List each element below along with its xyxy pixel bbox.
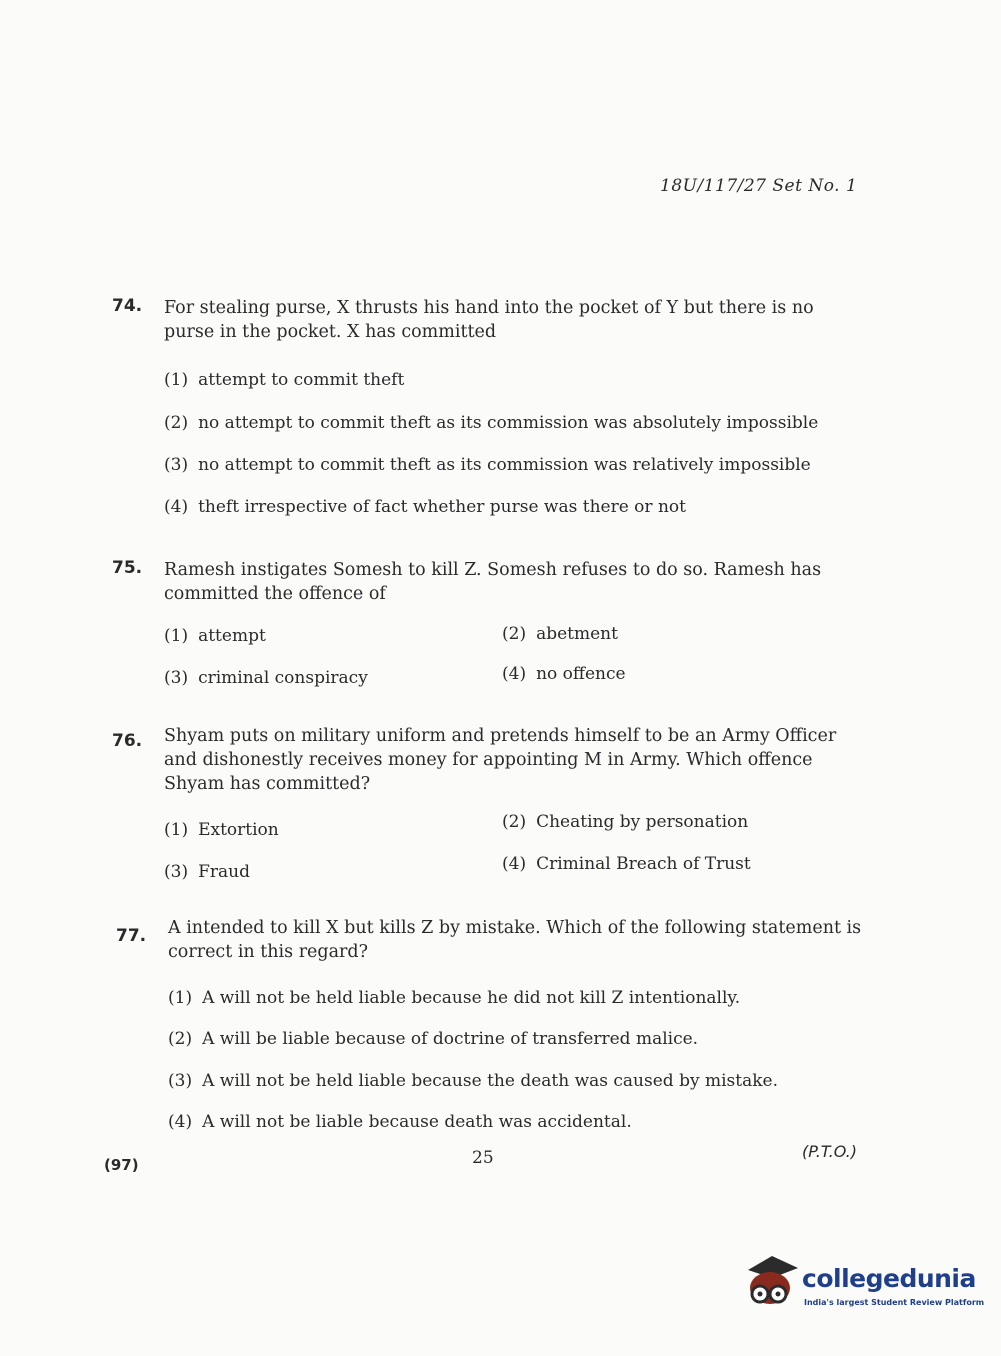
option-1: (1) attempt to commit theft bbox=[164, 370, 405, 390]
option-3: (3) criminal conspiracy bbox=[164, 668, 368, 688]
option-3: (3) no attempt to commit theft as its commission was relatively impossible bbox=[164, 455, 811, 475]
page-number: 25 bbox=[472, 1148, 494, 1168]
question-text: For stealing purse, X thrusts his hand into the pocket of Y but there is no purse in the pocket. X has committed bbox=[164, 298, 814, 342]
pto-label: (P.T.O.) bbox=[802, 1142, 858, 1161]
logo-tagline: India's largest Student Review Platform bbox=[804, 1298, 985, 1307]
option-3: (3) A will not be held liable because the death was caused by mistake. bbox=[168, 1071, 778, 1091]
question-number: 77. bbox=[116, 926, 147, 946]
logo-name: collegedunia bbox=[802, 1264, 976, 1293]
booklet-code: (97) bbox=[104, 1156, 139, 1174]
question-text: A intended to kill X but kills Z by mistake. Which of the following statement is correct in this regard? bbox=[168, 918, 862, 962]
question-number: 74. bbox=[112, 296, 143, 316]
option-2: (2) A will be liable because of doctrine of transferred malice. bbox=[168, 1029, 699, 1049]
option-4: (4) A will not be liable because death was accidental. bbox=[168, 1112, 632, 1132]
question-74 bbox=[112, 296, 862, 517]
question-text: Shyam puts on military uniform and pretends himself to be an Army Officer and dishonestly receives money for appointing M in Army. Which offence Shyam has committed? bbox=[164, 726, 837, 794]
option-1: (1) Extortion bbox=[164, 820, 279, 840]
question-76 bbox=[112, 724, 862, 882]
option-4: (4) Criminal Breach of Trust bbox=[502, 854, 751, 874]
mascot-icon bbox=[742, 1248, 802, 1318]
option-4: (4) theft irrespective of fact whether purse was there or not bbox=[164, 497, 686, 517]
question-number: 75. bbox=[112, 558, 143, 578]
set-code: 18U/117/27 Set No. 1 bbox=[660, 176, 858, 196]
option-2: (2) no attempt to commit theft as its commission was absolutely impossible bbox=[164, 413, 819, 433]
collegedunia-logo bbox=[742, 1248, 985, 1318]
question-77 bbox=[116, 916, 866, 1132]
question-text: Ramesh instigates Somesh to kill Z. Somesh refuses to do so. Ramesh has committed the offence of bbox=[164, 560, 822, 604]
question-number: 76. bbox=[112, 731, 143, 751]
option-2: (2) Cheating by personation bbox=[502, 812, 749, 832]
option-4: (4) no offence bbox=[502, 664, 626, 684]
option-3: (3) Fraud bbox=[164, 862, 250, 882]
option-1: (1) attempt bbox=[164, 626, 266, 646]
question-75 bbox=[112, 558, 862, 688]
option-1: (1) A will not be held liable because he did not kill Z intentionally. bbox=[168, 988, 741, 1008]
option-2: (2) abetment bbox=[502, 624, 618, 644]
